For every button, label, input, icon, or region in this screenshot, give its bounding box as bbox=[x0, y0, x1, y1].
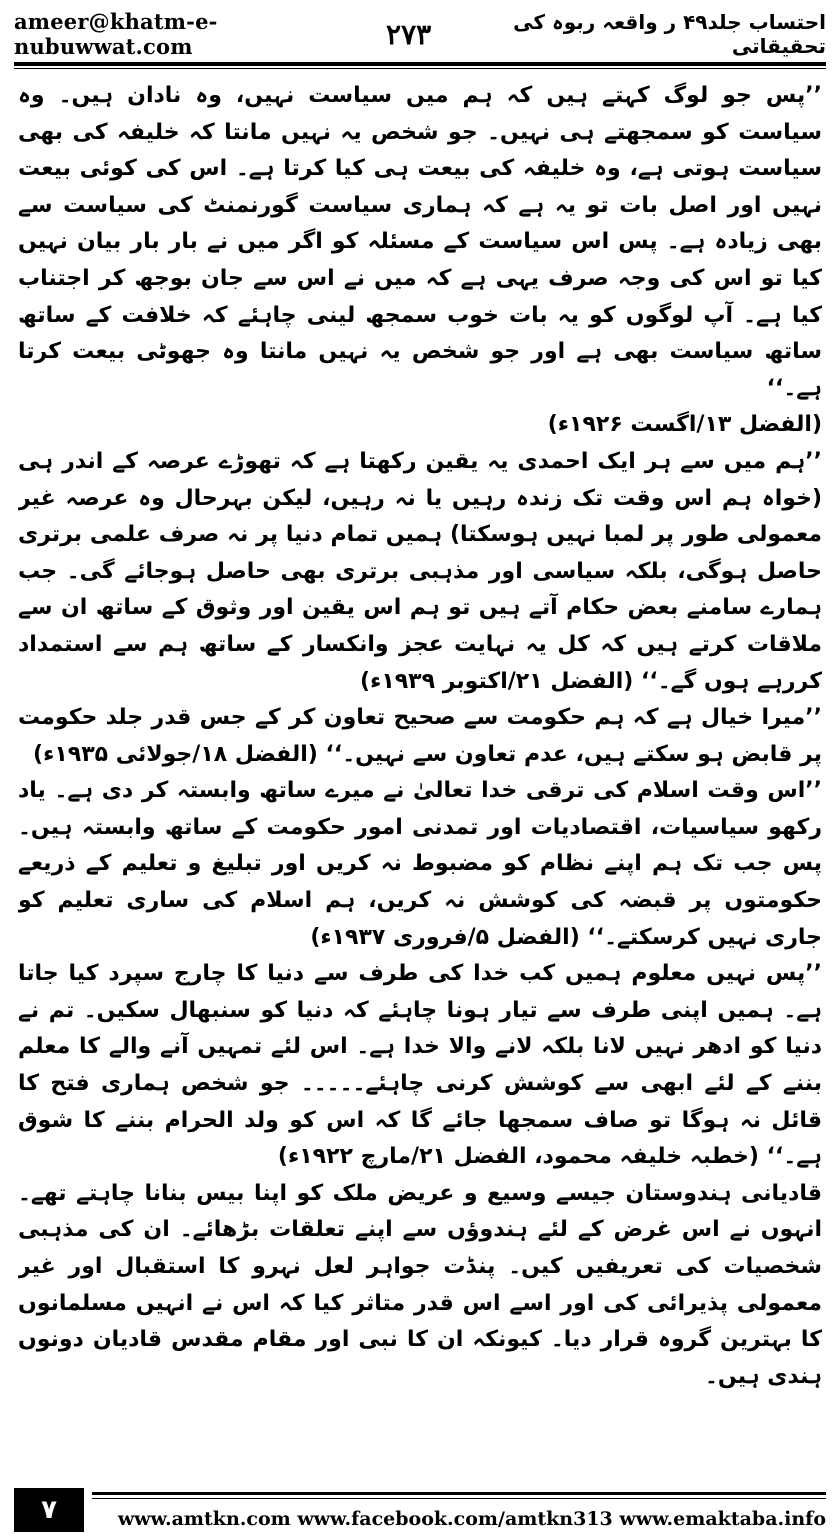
header-rule-thin bbox=[14, 68, 826, 69]
paragraph-text: ’’ہم میں سے ہر ایک احمدی یہ یقین رکھتا ہے کہ تھوڑے عرصہ کے اندر ہی (خواہ ہم اس وقت تک زندہ رہیں یا نہ رہیں، لیکن بہرحال وہ عرصہ غیر معمولی طور پر لمبا نہیں ہوسکتا) ہمیں تمام دنیا پر نہ صرف علمی برتری حاصل ہوگی، بلکہ سیاسی اور مذہبی برتری بھی حاصل ہوجائے گی۔ جب ہمارے سامنے بعض حکام آتے ہیں تو ہم اس یقین اور وثوق کے ساتھ ان سے ملاقات کرتے ہیں کہ کل یہ نہایت عجز وانکسار کے ساتھ ہم سے استمداد کررہے ہوں گے۔‘‘ bbox=[18, 448, 822, 694]
paragraph-text: ’’اس وقت اسلام کی ترقی خدا تعالیٰ نے میرے ساتھ وابستہ کر دی ہے۔ یاد رکھو سیاسیات، اقتصادیات اور تمدنی امور حکومت کے ساتھ وابستہ ہیں۔ پس جب تک ہم اپنے نظام کو مضبوط نہ کریں اور تبلیغ و تعلیم کے ذریعے حکومتوں پر قبضہ کی کوشش نہ کریں، ہم اسلام کی ساری تعلیم کو جاری نہیں کرسکتے۔‘‘ bbox=[18, 778, 822, 950]
paragraph-5 bbox=[18, 956, 822, 1176]
citation: (الفضل ۲۱/اکتوبر ۱۹۳۹ء) bbox=[360, 668, 634, 694]
header-left bbox=[14, 9, 431, 59]
paragraph-6 bbox=[18, 1176, 822, 1396]
paragraph-text: ’’پس جو لوگ کہتے ہیں کہ ہم میں سیاست نہیں، وہ نادان ہیں۔ وہ سیاست کو سمجھتے ہی نہیں۔ جو شخص یہ نہیں مانتا کہ خلیفہ کی بھی سیاست ہوتی ہے، وہ خلیفہ کی بیعت ہی کیا کرتا ہے۔ اس کی کوئی بیعت نہیں اور اصل بات تو یہ ہے کہ ہماری سیاست گورنمنٹ کی سیاست سے بھی زیادہ ہے۔ پس اس سیاست کے مسئلہ کو اگر میں نے بار بار بیان نہیں کیا تو اس کی وجہ صرف یہی ہے کہ میں نے اس سے جان بوجھ کر اجتناب کیا ہے۔ آپ لوگوں کو یہ بات خوب سمجھ لینی چاہئے کہ خلافت کے ساتھ ساتھ سیاست بھی ہے اور جو شخص یہ نہیں مانتا وہ جھوٹی بیعت کرتا ہے۔‘‘ bbox=[18, 83, 822, 401]
footer-bar bbox=[84, 1488, 826, 1532]
paragraph-text: ’’پس نہیں معلوم ہمیں کب خدا کی طرف سے دنیا کا چارج سپرد کیا جاتا ہے۔ ہمیں اپنی طرف سے تیار ہونا چاہئے کہ دنیا کو سنبھال سکیں۔ تم نے دنیا کو ادھر نہیں لانا بلکہ لانے والا خدا ہے۔ اس لئے تمہیں آنے والے کا معلم بننے کے لئے ابھی سے کوشش کرنی چاہئے۔۔۔۔۔ جو شخص ہماری فتح کا قائل نہ ہوگا تو صاف سمجھا جائے گا کہ اس کو ولد الحرام بننے کا شوق ہے۔‘‘ bbox=[18, 961, 822, 1170]
citation: (الفضل ۱۳/اگست ۱۹۲۶ء) bbox=[547, 412, 822, 438]
footer-rule-thin bbox=[92, 1498, 826, 1499]
paragraph-text: ’’میرا خیال ہے کہ ہم حکومت سے صحیح تعاون کر کے جس قدر جلد حکومت پر قابض ہو سکتے ہیں، عدم تعاون سے نہیں۔‘‘ bbox=[18, 705, 822, 767]
citation: (خطبہ خلیفہ محمود، الفضل ۲۱/مارچ ۱۹۲۲ء) bbox=[277, 1144, 759, 1170]
paragraph-3 bbox=[18, 700, 822, 773]
header-email: ameer@khatm-e-nubuwwat.com bbox=[14, 9, 218, 59]
citation: (الفضل ۵/فروری ۱۹۳۷ء) bbox=[310, 924, 580, 950]
running-title: احتساب جلد۴۹ ر واقعہ ربوہ کی تحقیقاتی bbox=[513, 10, 826, 58]
page-footer bbox=[14, 1488, 826, 1532]
paragraph-4 bbox=[18, 773, 822, 956]
paragraph-2 bbox=[18, 444, 822, 700]
paragraph-1 bbox=[18, 78, 822, 444]
footer-urls: www.amtkn.com www.facebook.com/amtkn313 www.emaktaba.info bbox=[117, 1508, 826, 1530]
citation: (الفضل ۱۸/جولائی ۱۹۳۵ء) bbox=[33, 741, 318, 767]
paragraph-text: قادیانی ہندوستان جیسے وسیع و عریض ملک کو اپنا بیس بنانا چاہتے تھے۔ انہوں نے اس غرض کے لئے ہندوؤں سے اپنے تعلقات بڑھائے۔ ان کی مذہبی شخصیات کی تعریفیں کیں۔ پنڈت جواہر لعل نہرو کا استقبال اور غیر معمولی پذیرائی کی اور اسے اس قدر متاثر کیا کہ اس نے انہیں مسلمانوں کا بہترین گروہ قرار دیا۔ کیونکہ ان کا نبی اور مقام مقدس قادیان دونوں ہندی ہیں۔ bbox=[18, 1180, 822, 1389]
footer-page-number: ۷ bbox=[14, 1488, 84, 1532]
header-rule-thick bbox=[14, 62, 826, 66]
page-body bbox=[18, 78, 822, 1480]
footer-rule-thick bbox=[92, 1492, 826, 1495]
page-header bbox=[14, 9, 826, 59]
header-page-number: ۲۷۳ bbox=[386, 17, 432, 51]
